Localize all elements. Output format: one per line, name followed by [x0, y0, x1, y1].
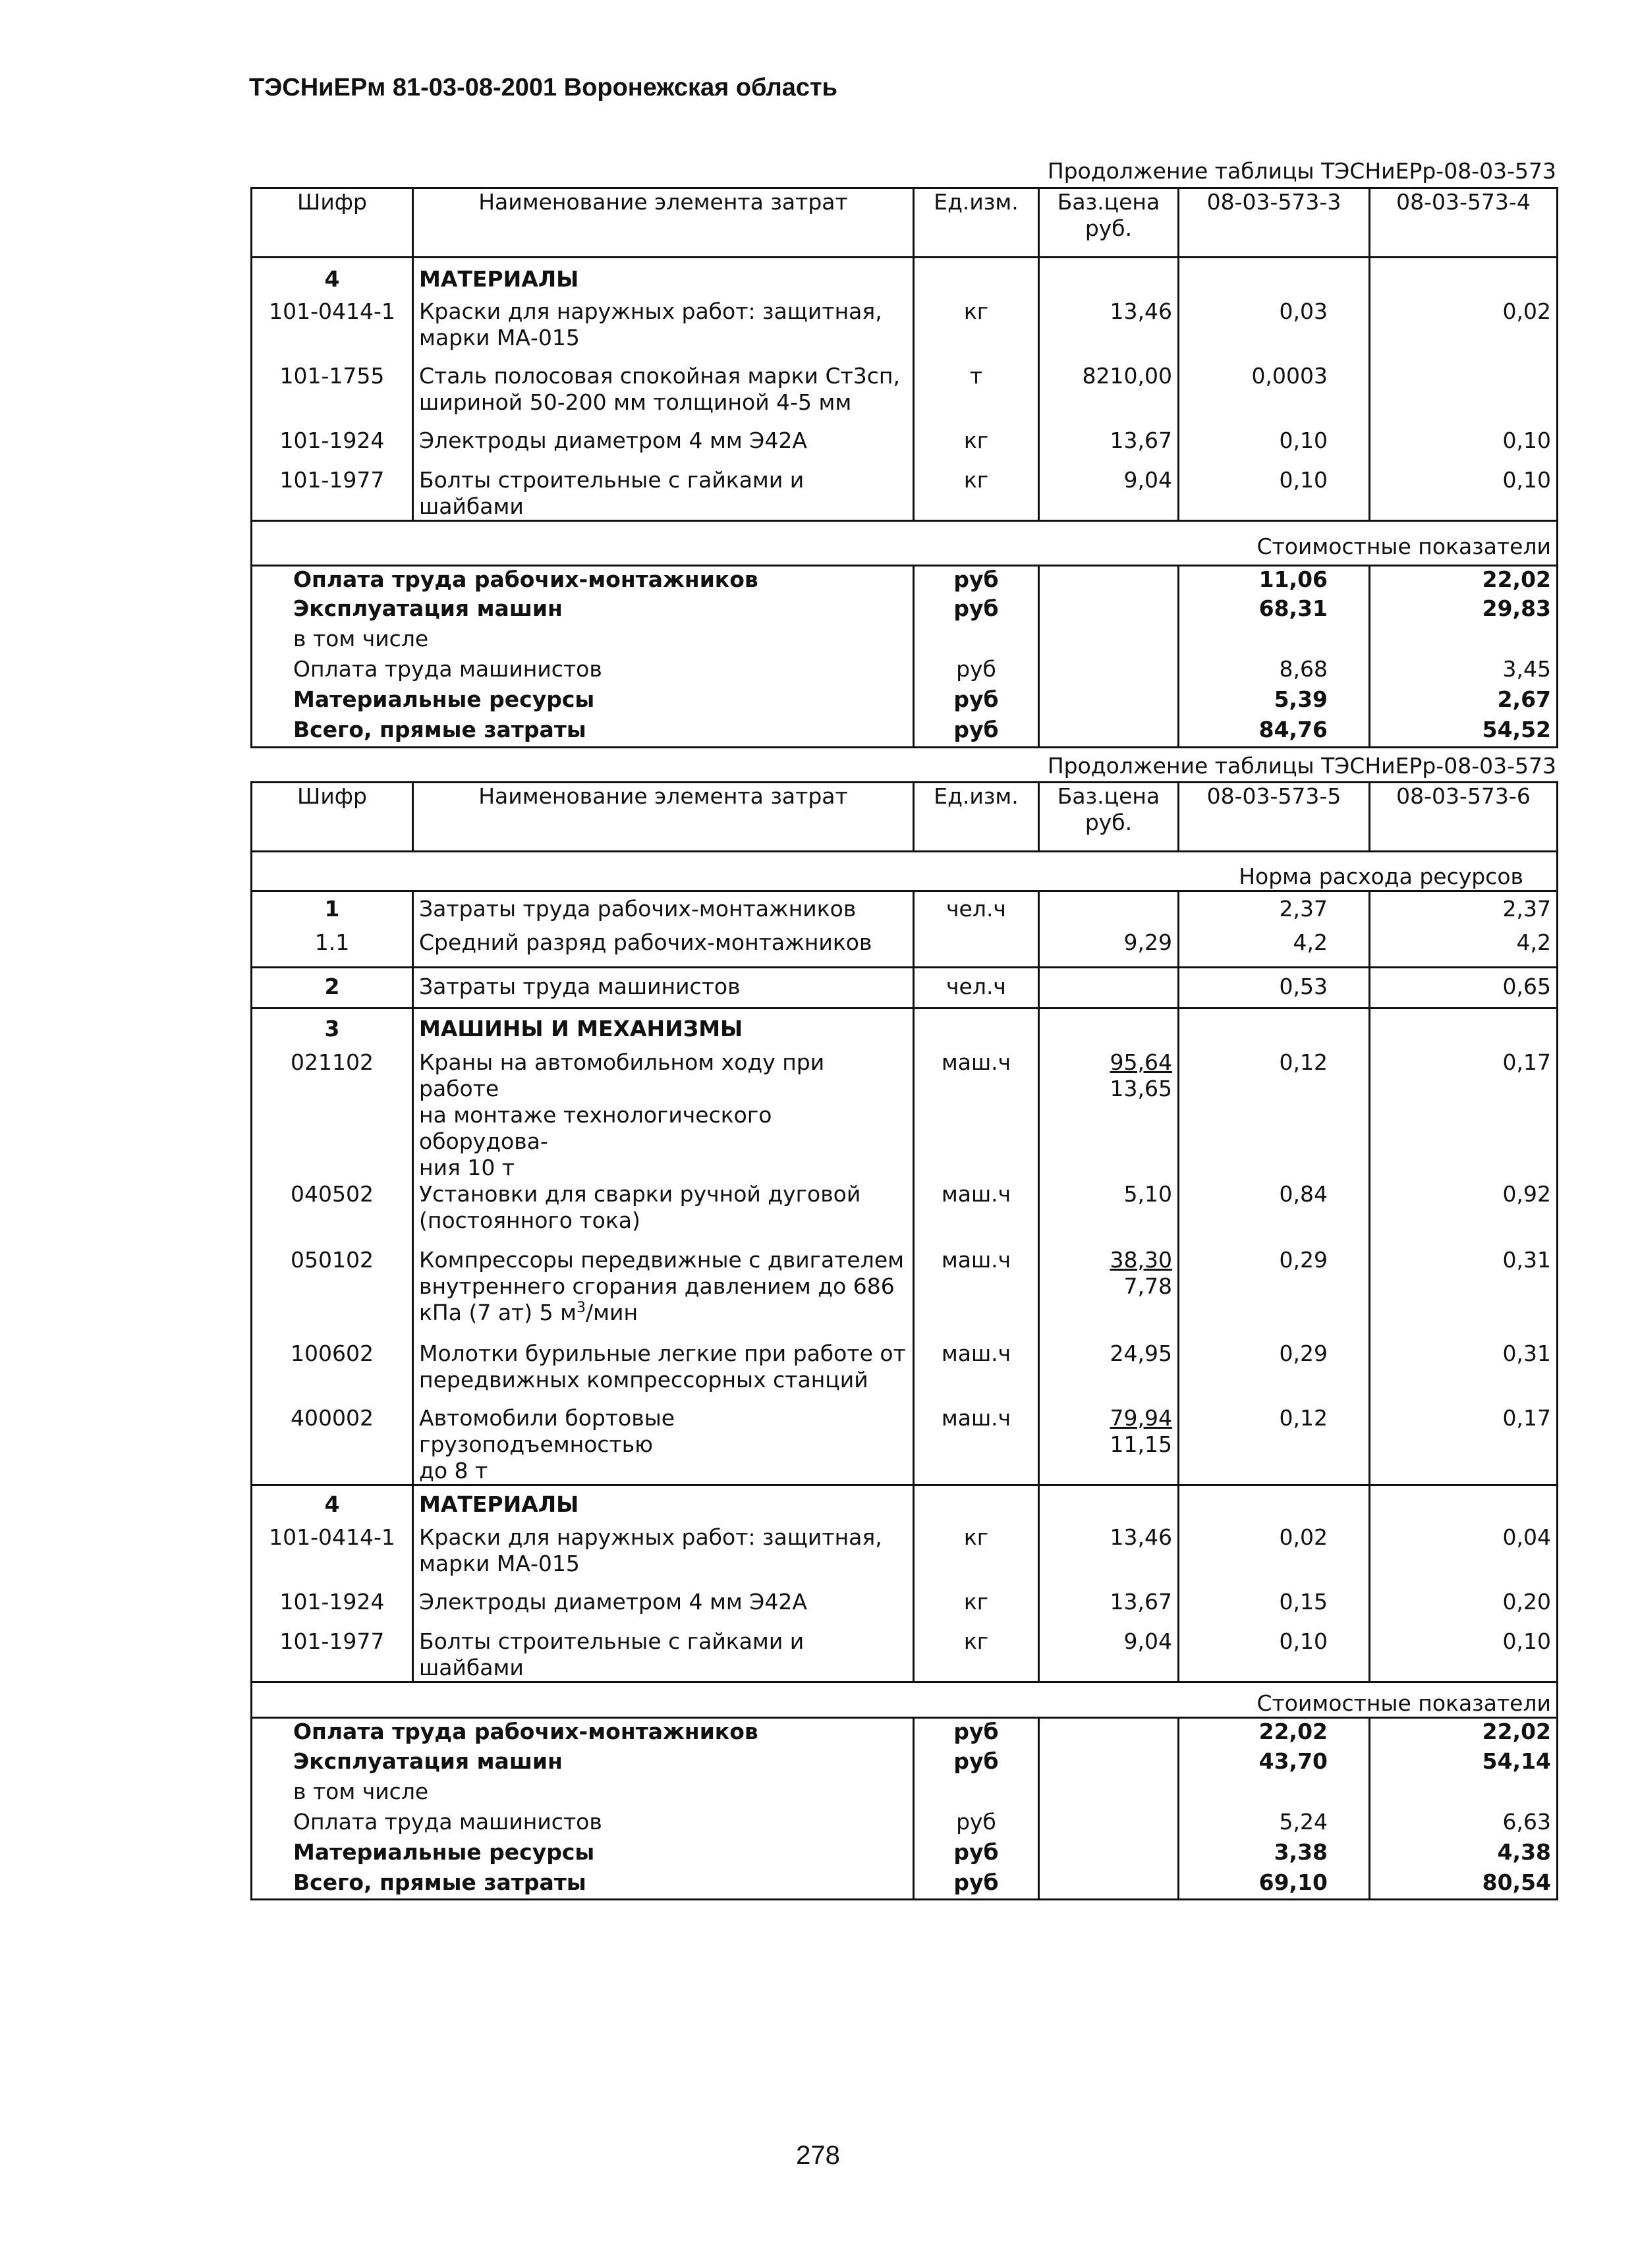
col-price-header: Баз.цена руб.: [1039, 783, 1179, 852]
table-row: 101-1924 Электроды диаметром 4 мм Э42А кг 13,67 0,10 0,10: [252, 428, 1558, 467]
table2-header-row: [252, 783, 1558, 852]
cost-row: Материальные ресурсы руб 5,39 2,67: [252, 686, 1558, 717]
col-b-header: 08-03-573-4: [1370, 188, 1558, 258]
col-unit-header: Ед.изм.: [914, 783, 1039, 852]
table1-caption: Продолжение таблицы ТЭСНиЕРр-08-03-573: [1047, 158, 1556, 184]
cost-header-row: Стоимостные показатели: [252, 1682, 1558, 1718]
col-code-header: Шифр: [252, 188, 413, 258]
section-row: [252, 258, 1558, 298]
table-row: 2 Затраты труда машинистов чел.ч 0,53 0,65: [252, 968, 1558, 1009]
cost-row-total: Всего, прямые затраты руб 69,10 80,54: [252, 1869, 1558, 1900]
table-row: 1.1 Средний разряд рабочих-монтажников 9,29 4,2 4,2: [252, 929, 1558, 968]
table-row: 1 Затраты труда рабочих-монтажников чел.ч 2,37 2,37: [252, 891, 1558, 929]
table-row: 040502 Установки для сварки ручной дуговой (постоянного тока) маш.ч 5,10 0,84 0,92: [252, 1181, 1558, 1247]
section-code: 4: [252, 1485, 413, 1524]
norm-header-row: Норма расхода ресурсов: [252, 852, 1558, 891]
table-row: 101-1755 Сталь полосовая спокойная марки Ст3сп, шириной 50-200 мм толщиной 4-5 мм т 8210,00 0,0003: [252, 363, 1558, 428]
section-row: [252, 1009, 1558, 1049]
col-price-header: Баз.цена руб.: [1039, 188, 1179, 258]
table-row: 101-1977 Болты строительные с гайками и шайбами кг 9,04 0,10 0,10: [252, 467, 1558, 521]
cost-row: в том числе: [252, 626, 1558, 656]
cost-row: Материальные ресурсы руб 3,38 4,38: [252, 1839, 1558, 1869]
table-row: 101-0414-1 Краски для наружных работ: защитная, марки МА-015 кг 13,46 0,02 0,04: [252, 1524, 1558, 1589]
col-b-header: 08-03-573-6: [1370, 783, 1558, 852]
section-code: 3: [252, 1009, 413, 1049]
section-row: [252, 1485, 1558, 1524]
table1-header-row: [252, 188, 1558, 258]
section-title: МАШИНЫ И МЕХАНИЗМЫ: [413, 1009, 914, 1049]
section-title: МАТЕРИАЛЫ: [413, 1485, 914, 1524]
cost-row-total: Всего, прямые затраты руб 84,76 54,52: [252, 717, 1558, 747]
page-number: 278: [796, 2141, 840, 2170]
table-row: 050102 Компрессоры передвижные с двигателем внутреннего сгорания давлением до 686 кПа (7 ат) 5 $м^3$/мин маш.ч 38,30 7,78 0,29 0,31: [252, 1247, 1558, 1341]
document-header: ТЭСНиЕРм 81-03-08-2001 Воронежская область: [249, 74, 837, 101]
cost-row: Оплата труда машинистов руб 8,68 3,45: [252, 656, 1558, 686]
table1: [250, 187, 1558, 748]
col-name-header: Наименование элемента затрат: [413, 783, 914, 852]
col-a-header: 08-03-573-3: [1179, 188, 1370, 258]
cost-row: Эксплуатация машин руб 68,31 29,83: [252, 595, 1558, 626]
table2-caption: Продолжение таблицы ТЭСНиЕРр-08-03-573: [1047, 753, 1556, 779]
table-row: 101-0414-1 Краски для наружных работ: защитная, марки МА-015 кг 13,46 0,03 0,02: [252, 298, 1558, 363]
table-row: 400002 Автомобили бортовые грузоподъемностью до 8 т маш.ч 79,94 11,15 0,12 0,17: [252, 1405, 1558, 1485]
cost-row: в том числе: [252, 1779, 1558, 1809]
section-code: 4: [252, 258, 413, 298]
table-row: 021102 Краны на автомобильном ходу при работе на монтаже технологического оборудова- ния 10 т маш.ч 95,64 13,65 0,12 0,17: [252, 1049, 1558, 1181]
col-unit-header: Ед.изм.: [914, 188, 1039, 258]
section-title: МАТЕРИАЛЫ: [413, 258, 914, 298]
col-code-header: Шифр: [252, 783, 413, 852]
table2: [250, 781, 1558, 1900]
col-a-header: 08-03-573-5: [1179, 783, 1370, 852]
cost-header-row: Стоимостные показатели: [252, 534, 1558, 565]
col-name-header: Наименование элемента затрат: [413, 188, 914, 258]
table-row: 100602 Молотки бурильные легкие при работе от передвижных компрессорных станций маш.ч 24,95 0,29 0,31: [252, 1341, 1558, 1405]
cost-row: Эксплуатация машин руб 43,70 54,14: [252, 1748, 1558, 1779]
cost-row: Оплата труда рабочих-монтажников руб 11,06 22,02: [252, 565, 1558, 595]
cost-row: Оплата труда рабочих-монтажников руб 22,02 22,02: [252, 1718, 1558, 1748]
table-row: 101-1977 Болты строительные с гайками и шайбами кг 9,04 0,10 0,10: [252, 1628, 1558, 1682]
table-row: 101-1924 Электроды диаметром 4 мм Э42А кг 13,67 0,15 0,20: [252, 1589, 1558, 1628]
cost-row: Оплата труда машинистов руб 5,24 6,63: [252, 1809, 1558, 1839]
